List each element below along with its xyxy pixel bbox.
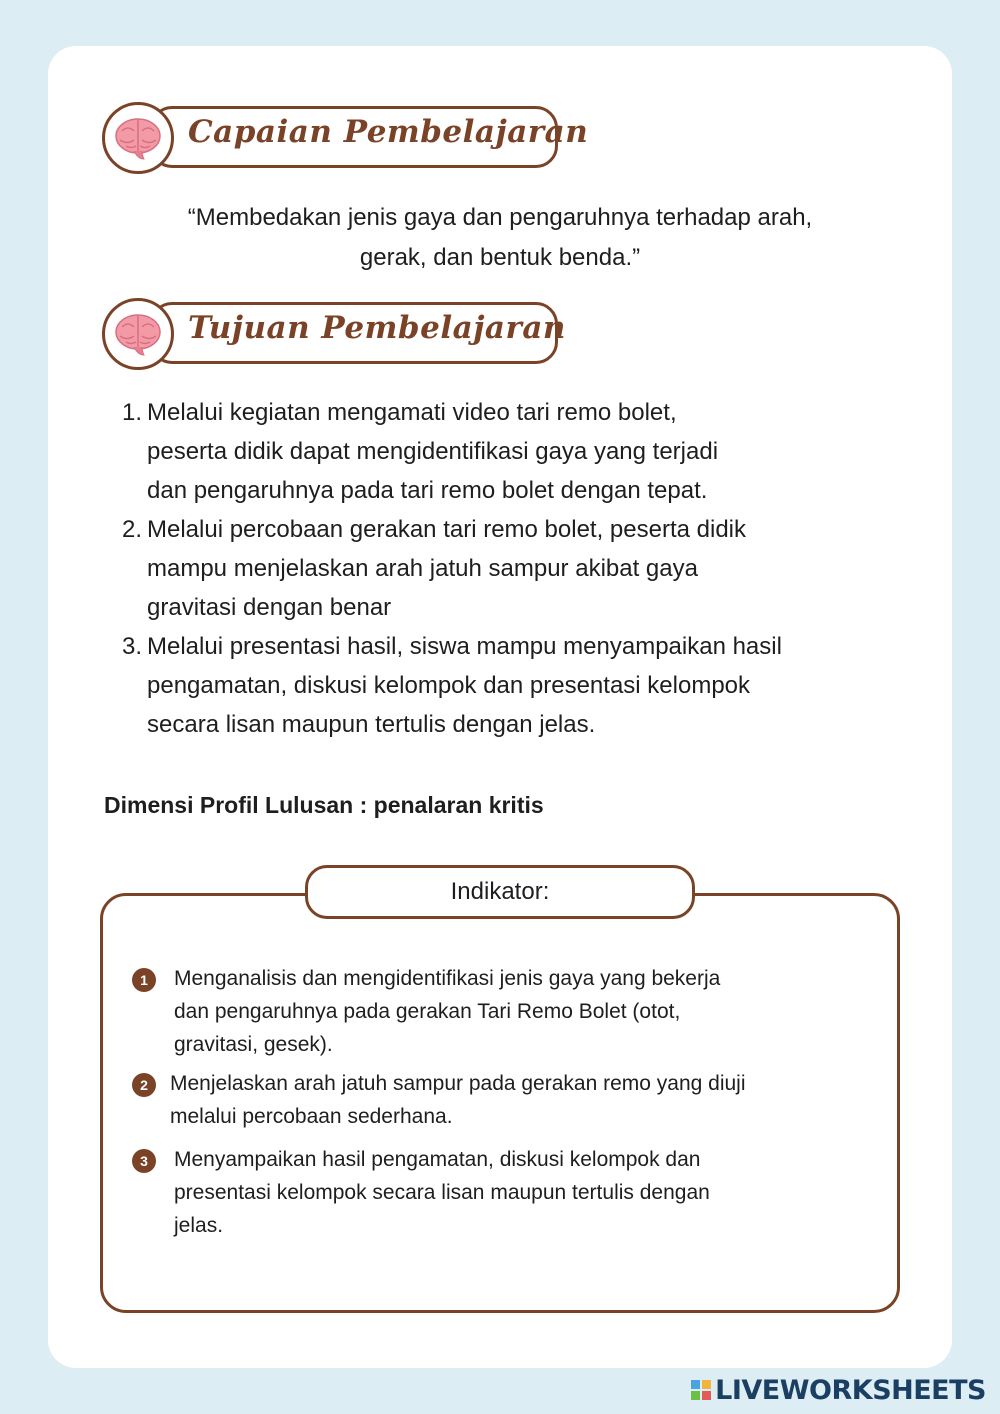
item-line: Melalui percobaan gerakan tari remo bolet, peserta didik (147, 516, 747, 543)
item-line: presentasi kelompok secara lisan maupun tertulis dengan (174, 1181, 710, 1204)
tujuan-title: Tujuan Pembelajaran (188, 310, 566, 346)
capaian-title: Capaian Pembelajaran (188, 114, 589, 150)
item-line: gravitasi, gesek). (174, 1033, 333, 1056)
item-line: Menganalisis dan mengidentifikasi jenis gaya yang bekerja (174, 967, 721, 990)
tujuan-heading (102, 298, 566, 370)
item-line: peserta didik dapat mengidentifikasi gaya yang terjadi (147, 438, 719, 465)
brain-icon (102, 298, 174, 370)
item-line: Melalui presentasi hasil, siswa mampu menyampaikan hasil (147, 633, 782, 660)
item-number: 1. (122, 399, 143, 426)
list-item (122, 510, 912, 627)
number-badge: 1 (132, 968, 156, 992)
logo-squares-icon (691, 1380, 711, 1400)
quote-line: gerak, dan bentuk benda.” (359, 244, 641, 271)
liveworksheets-logo[interactable] (691, 1370, 986, 1410)
indikator-item (132, 1067, 872, 1133)
item-line: Melalui kegiatan mengamati video tari remo bolet, (147, 399, 677, 426)
logo-text: LIVEWORKSHEETS (715, 1374, 986, 1406)
item-line: dan pengaruhnya pada tari remo bolet dengan tepat. (147, 477, 708, 504)
item-line: dan pengaruhnya pada gerakan Tari Remo Bolet (otot, (174, 1000, 681, 1023)
number-badge: 3 (132, 1149, 156, 1173)
item-line: pengamatan, diskusi kelompok dan presentasi kelompok (147, 672, 751, 699)
item-line: mampu menjelaskan arah jatuh sampur akibat gaya (147, 555, 698, 582)
item-number: 3. (122, 633, 143, 660)
capaian-heading (102, 102, 589, 174)
indikator-title: Indikator: (305, 865, 695, 919)
number-badge: 2 (132, 1073, 156, 1097)
item-number: 2. (122, 516, 143, 543)
indikator-item (132, 1143, 872, 1242)
list-item (122, 627, 912, 744)
item-line: Menyampaikan hasil pengamatan, diskusi kelompok dan (174, 1148, 701, 1171)
capaian-quote (100, 198, 900, 278)
dimensi-profil: Dimensi Profil Lulusan : penalaran kritis (104, 792, 544, 818)
item-line: gravitasi dengan benar (147, 594, 392, 621)
tujuan-list (122, 393, 912, 744)
list-item (122, 393, 912, 510)
item-line: melalui percobaan sederhana. (170, 1105, 453, 1128)
item-line: secara lisan maupun tertulis dengan jelas. (147, 711, 596, 738)
item-line: Menjelaskan arah jatuh sampur pada gerakan remo yang diuji (170, 1072, 746, 1095)
item-line: jelas. (174, 1214, 224, 1237)
quote-line: “Membedakan jenis gaya dan pengaruhnya terhadap arah, (187, 204, 813, 231)
indikator-item (132, 962, 872, 1061)
brain-icon (102, 102, 174, 174)
